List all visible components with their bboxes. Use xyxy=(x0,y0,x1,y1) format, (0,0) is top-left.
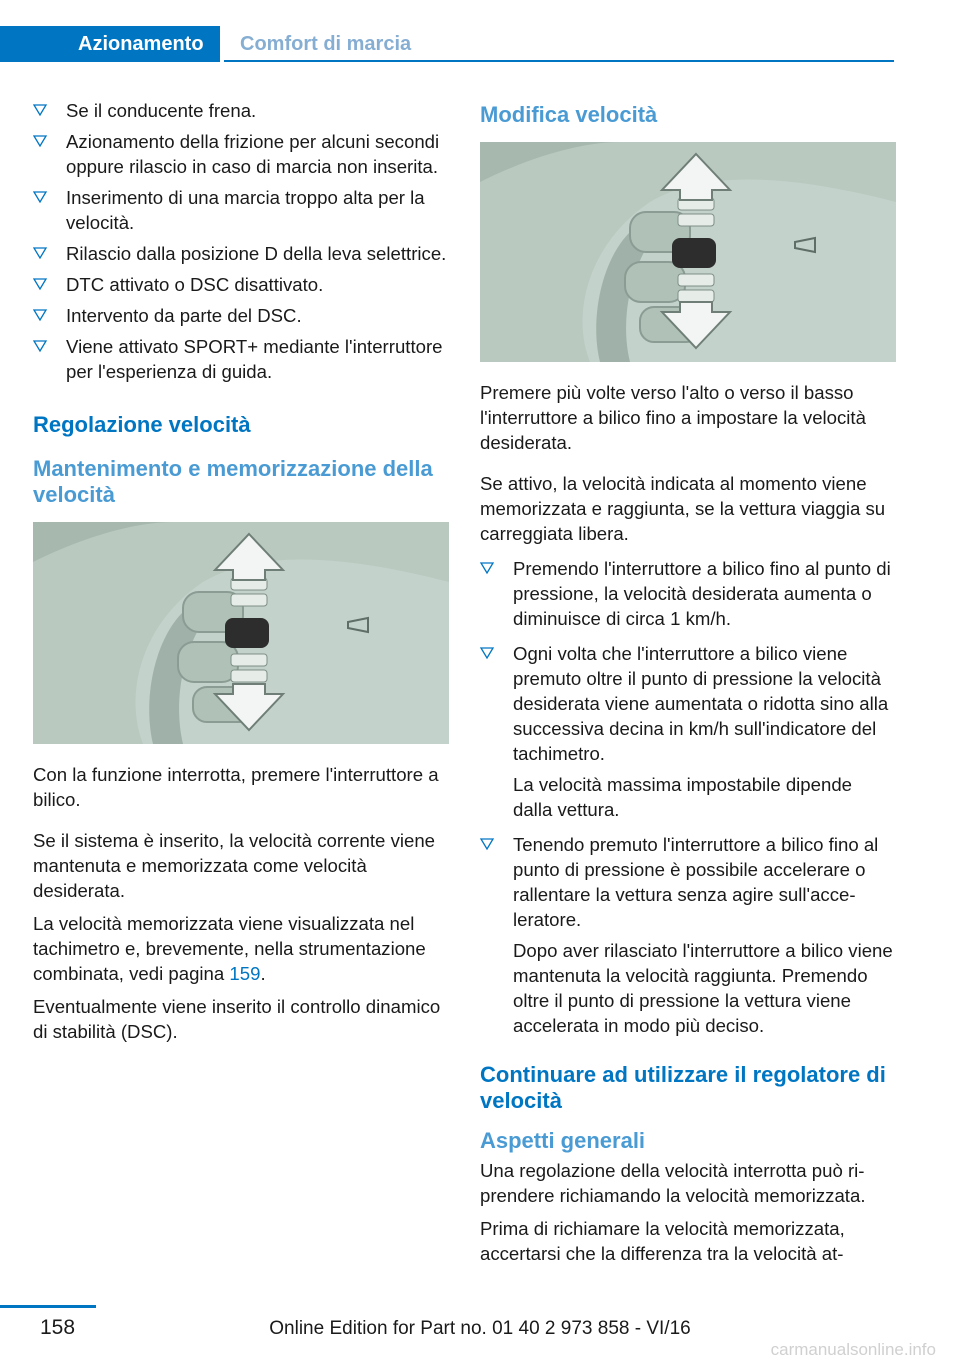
triangle-bullet-icon xyxy=(33,134,47,148)
page-number: 158 xyxy=(40,1316,76,1339)
triangle-bullet-icon xyxy=(33,339,47,353)
tab-comfort-di-marcia[interactable]: Comfort di marcia xyxy=(240,33,412,55)
paragraph: Prima di richiamare la velocità memorizzata, accertarsi che la differenza tra la velocità at- xyxy=(480,1218,845,1264)
tab-active-accent xyxy=(0,26,62,62)
triangle-bullet-icon xyxy=(33,308,47,322)
section-heading-regolazione: Regolazione velocità xyxy=(33,412,251,437)
paragraph: Eventualmente viene inserito il controllo dinamico di stabilità (DSC). xyxy=(33,996,441,1042)
triangle-bullet-icon xyxy=(480,837,494,851)
list-item xyxy=(480,832,896,1038)
list-item-text: Se il conducente frena. xyxy=(66,100,257,121)
list-item-text: Intervento da parte del DSC. xyxy=(66,305,302,326)
subheading-modifica-velocita: Modifica velocità xyxy=(480,102,658,127)
tab-azionamento[interactable]: Azionamento xyxy=(62,26,220,62)
list-item xyxy=(33,303,449,328)
list-item xyxy=(33,334,449,384)
paragraph: Con la funzione interrotta, premere l'interruttore a bilico. xyxy=(33,764,439,810)
chapter-header xyxy=(0,0,960,62)
subheading-mantenimento: Mantenimento e memorizzazione della velocità xyxy=(33,456,433,507)
list-item-text: Azionamento della frizione per alcuni secondi oppure rilascio in caso di marcia non inserita. xyxy=(66,131,440,177)
triangle-bullet-icon xyxy=(33,246,47,260)
list-item xyxy=(33,129,449,179)
right-bullet-list xyxy=(480,556,896,1038)
watermark: carmanualsonline.info xyxy=(770,1340,936,1359)
list-item-text: Rilascio dalla posizione D della leva selettrice. xyxy=(66,243,447,264)
list-item-note: Dopo aver rilasciato l'interruttore a bilico viene mantenuta la velocità raggiunta. Premendo oltre il punto di pressione la vettura viene accelerata in modo più deciso. xyxy=(513,940,893,1036)
list-item xyxy=(33,241,449,266)
list-item xyxy=(33,98,449,123)
list-item-text: DTC attivato o DSC disattivato. xyxy=(66,274,324,295)
paragraph-text: . xyxy=(260,963,266,984)
page-link-159[interactable]: 159 xyxy=(229,963,261,984)
paragraph: Una regolazione della velocità interrotta può riprendere richiamando la velocità memorizzata. xyxy=(480,1160,866,1206)
list-item xyxy=(480,641,896,822)
list-item-text: Viene attivato SPORT+ mediante l'interruttore per l'esperienza di guida. xyxy=(66,336,443,382)
steering-wheel-illustration xyxy=(33,522,449,744)
list-item-note: La velocità massima impostabile dipende dalla vettura. xyxy=(513,774,852,820)
triangle-bullet-icon xyxy=(33,190,47,204)
section-heading-continuare: Continuare ad utilizzare il regolatore di velocità xyxy=(480,1062,886,1113)
list-item xyxy=(480,556,896,631)
edition-footer: Online Edition for Part no. 01 40 2 973 858 - VI/16 xyxy=(269,1318,691,1339)
list-item-text: Premendo l'interruttore a bilico fino al punto di pressione, la velocità desiderata aumenta o diminuisce di circa 1 km/h. xyxy=(513,558,891,629)
steering-wheel-rocker-switch-image xyxy=(480,142,896,362)
list-item-text: Inserimento di una marcia troppo alta per la velocità. xyxy=(66,187,425,233)
triangle-bullet-icon xyxy=(480,646,494,660)
header-divider xyxy=(224,60,894,62)
left-column xyxy=(33,98,449,1052)
list-item-text: Ogni volta che l'interruttore a bilico viene premuto oltre il punto di pressione la velocità desiderata viene aumentata o ridotta sino alla successiva decina in km/h sull'indicatore del tachimetro. xyxy=(513,643,889,764)
right-column xyxy=(480,102,896,1274)
steering-wheel-rocker-switch-image xyxy=(33,522,449,744)
list-item-text: Tenendo premuto l'interruttore a bilico fino al punto di pressione è possibile accelerare o rallentare la vettura senza agire sull'acceleratore. xyxy=(513,834,879,930)
list-item xyxy=(33,272,449,297)
paragraph: Se il sistema è inserito, la velocità corrente viene mantenuta e memorizzata come velocità desiderata. xyxy=(33,830,436,901)
paragraph: Se attivo, la velocità indicata al momento viene memorizzata e raggiunta, se la vettura viaggia su carreggiata libera. xyxy=(480,473,886,544)
paragraph: Premere più volte verso l'alto o verso il basso l'interruttore a bilico fino a impostare la velocità desiderata. xyxy=(480,382,866,453)
triangle-bullet-icon xyxy=(33,277,47,291)
subheading-aspetti-generali: Aspetti generali xyxy=(480,1128,646,1153)
paragraph-text: La velocità memorizzata viene visualizzata nel tachimetro e, brevemente, nella strumentazione combinata, vedi pagina xyxy=(33,913,426,984)
left-bullet-list xyxy=(33,98,449,384)
steering-wheel-illustration xyxy=(480,142,896,362)
triangle-bullet-icon xyxy=(480,561,494,575)
triangle-bullet-icon xyxy=(33,103,47,117)
paragraph xyxy=(33,911,449,986)
page-number-rule xyxy=(0,1305,96,1308)
list-item xyxy=(33,185,449,235)
